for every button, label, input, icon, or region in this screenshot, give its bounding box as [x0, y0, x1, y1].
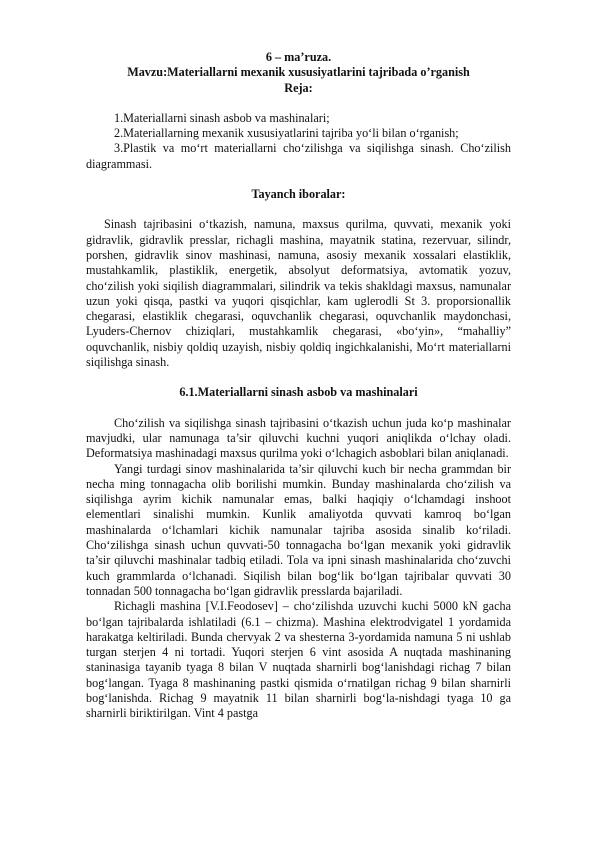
- body-paragraph: Cho‘zilish va siqilishga sinash tajribasini o‘tkazish uchun juda ko‘p mashinalar mavjudki, ular namunaga ta’sir qiluvchi kuchni yuqori aniqlikda o‘lchay oladi. Deformatsiya mashinadagi maxsus qurilma yoki o‘lchagich asboblari bilan aniqlanadi.: [86, 415, 511, 461]
- keywords-text: Sinash tajribasini o‘tkazish, namuna, maxsus qurilma, quvvati, mexanik yoki gidravlik, gidravlik presslar, richagli mashina, mayatnik statina, rezervuar, silindr, porshen, gidravlik sinov mashinasi, namuna, asosiy mexanik xossalari elastiklik, mustahkamlik, plastiklik, energetik, absolyut deformatsiya, avtomatik yozuv, cho‘zilish yoki siqilish diagrammalari, silindrik va tekis shakldagi maxsus, namunalar uzun yoki qisqa, pastki va yuqori qisqichlar, kam uglerodli St 3. proporsionallik chegarasi, elastiklik chegarasi, oquvchanlik chegarasi, oquvchanlik maydonchasi, Lyuders-Chernov chiziqlari, mustahkamlik chegarasi, «bo‘yin», “mahalliy” oquvchanlik, nisbiy qoldiq uzayish, nisbiy qoldiq ingichkalanishi, Mo‘rt materiallarni siqilishga sinash.: [86, 217, 511, 370]
- document-page: [86, 50, 511, 722]
- body-paragraph: Yangi turdagi sinov mashinalarida ta’sir qiluvchi kuch bir necha grammdan bir necha ming tonnagacha olib borilishi mumkin. Bunday mashinalarda cho‘zilish va siqilishga ayrim kichik namunalar emas, balki haqiqiy o‘lchamdagi inshoot elementlari sinalishi mumkin. Kunlik amaliyotda quvvati kamroq bo‘lgan mashinalarda o‘lchamlari kichik namunalar tajriba asosida sinalib ko‘riladi. Cho‘zilishga sinash uchun quvvati-50 tonnagacha bo‘lgan mexanik yoki gidravlik ta’sir qiluvchi mashinalar tadbiq etiladi. Tola va ipni sinash mashinalarida cho‘zuvchi kuch grammlarda o‘lchanadi. Siqilish bilan bog‘lik bo‘lgan tajribalar quvvati 30 tonnadan 500 tonnagacha bo‘lgan gidravlik presslarda bajariladi.: [86, 461, 511, 598]
- lecture-number: 6 – ma’ruza.: [265, 50, 332, 64]
- plan-title: Reja:: [284, 80, 313, 95]
- section-title: 6.1.Materiallarni sinash asbob va mashinalari: [179, 385, 418, 400]
- plan-list: [86, 111, 511, 172]
- plan-item: 3.Plastik va mo‘rt materiallarni cho‘zilishga va siqilishga sinash. Cho‘zilish diagrammasi.: [86, 141, 511, 171]
- keywords-title: Tayanch iboralar:: [251, 187, 346, 202]
- lecture-topic: Mavzu:Materiallarni mexanik xususiyatlarini tajribada o’rganish: [127, 65, 470, 80]
- body-paragraph: Richagli mashina [V.I.Feodosev] – cho‘zilishda uzuvchi kuchi 5000 kN gacha bo‘lgan tajribalarda ishlatiladi (6.1 – chizma). Mashina elektrodvigatel 1 yordamida harakatga keltiriladi. Bunda chervyak 2 va shesterna 3-yordamida namuna 5 ni ushlab turgan sterjen 4 ni tortadi. Yuqori sterjen 6 vint asosida A nuqtada mashinaning staninasiga tayanib tyaga 8 bilan V nuqtada sharnirli bog‘lanishdagi richag 7 bilan bog‘langan. Tyaga 8 mashinaning pastki qismida o‘rnatilgan richag 9 bilan sharnirli bog‘lanishda. Richag 9 mayatnik 11 bilan sharnirli bog‘la-nishdagi tyaga 10 ga sharnirli biriktirilgan. Vint 4 pastga: [86, 599, 511, 721]
- plan-item: 1.Materiallarni sinash asbob va mashinalari;: [114, 110, 330, 125]
- plan-item: 2.Materiallarning mexanik xususiyatlarini tajriba yo‘li bilan o‘rganish;: [114, 126, 459, 141]
